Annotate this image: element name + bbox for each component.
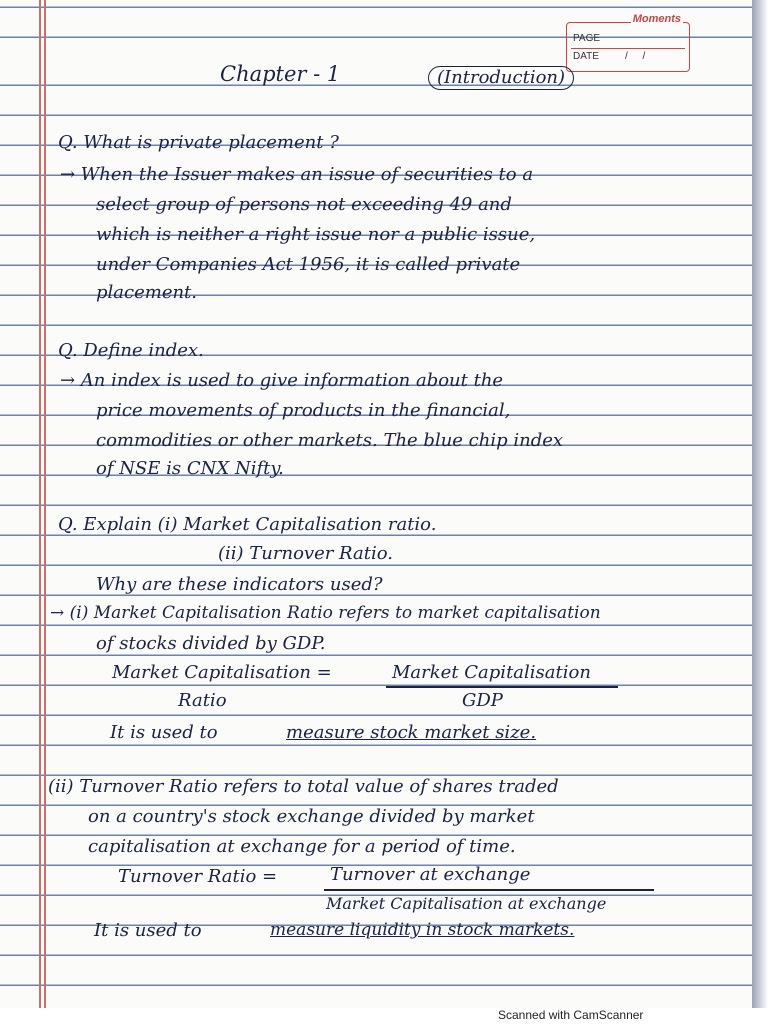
page-date-stamp: [566, 13, 690, 72]
formula-1-lhs-ratio: Ratio: [178, 690, 227, 711]
question-3: Q. Explain (i) Market Capitalisation ratio.: [58, 514, 437, 535]
formula-1-numerator: Market Capitalisation: [392, 662, 591, 683]
margin-line: [39, 0, 41, 1008]
question-1: Q. What is private placement ?: [58, 132, 339, 153]
use-1-emphasis: measure stock market size.: [286, 722, 537, 743]
use-2-prefix: It is used to: [94, 920, 202, 941]
answer-1-line: under Companies Act 1956, it is called private: [96, 254, 521, 275]
formula-2-numerator: Turnover at exchange: [330, 864, 531, 885]
chapter-heading: Chapter - 1: [220, 62, 341, 86]
use-2-emphasis: measure liquidity in stock markets.: [270, 920, 575, 940]
answer-1-line: placement.: [96, 282, 198, 303]
formula-2-lhs: Turnover Ratio =: [118, 866, 278, 887]
part-1-line: → (i) Market Capitalisation Ratio refers to market capitalisation: [50, 603, 601, 623]
scanner-watermark: Scanned with CamScanner: [498, 1008, 644, 1022]
stamp-page-label: PAGE: [573, 33, 601, 44]
part-2-line: capitalisation at exchange for a period of time.: [88, 836, 516, 857]
answer-2-line: of NSE is CNX Nifty.: [96, 458, 284, 479]
stamp-divider: [571, 48, 685, 49]
scanner-footer: [0, 1008, 768, 1024]
chapter-tag: (Introduction): [428, 66, 574, 90]
answer-1-line: → When the Issuer makes an issue of securities to a: [60, 164, 534, 185]
part-2-line: on a country's stock exchange divided by market: [88, 806, 535, 827]
formula-1-fraction-bar: [386, 686, 618, 688]
margin-line: [44, 0, 46, 1008]
part-2-line: (ii) Turnover Ratio refers to total value of shares traded: [48, 776, 559, 797]
use-1-prefix: It is used to: [110, 722, 218, 743]
answer-2-line: → An index is used to give information about the: [60, 370, 504, 391]
stamp-date-value: / /: [625, 51, 652, 62]
question-3-why: Why are these indicators used?: [96, 574, 383, 595]
question-3-part-2: (ii) Turnover Ratio.: [218, 543, 393, 564]
answer-1-line: which is neither a right issue nor a public issue,: [96, 224, 536, 245]
formula-1-lhs: Market Capitalisation =: [112, 662, 332, 683]
answer-2-line: price movements of products in the financial,: [96, 400, 511, 421]
formula-2-fraction-bar: [324, 889, 654, 891]
part-1-line: of stocks divided by GDP.: [96, 633, 326, 654]
formula-2-denominator: Market Capitalisation at exchange: [326, 894, 607, 913]
stamp-brand: Moments: [632, 13, 681, 25]
scan-edge-shadow: [752, 0, 768, 1008]
question-2: Q. Define index.: [58, 340, 204, 361]
answer-2-line: commodities or other markets. The blue chip index: [96, 430, 564, 451]
answer-1-line: select group of persons not exceeding 49 and: [96, 194, 512, 215]
formula-1-denominator: GDP: [462, 690, 503, 711]
stamp-date-label: DATE: [573, 51, 599, 62]
